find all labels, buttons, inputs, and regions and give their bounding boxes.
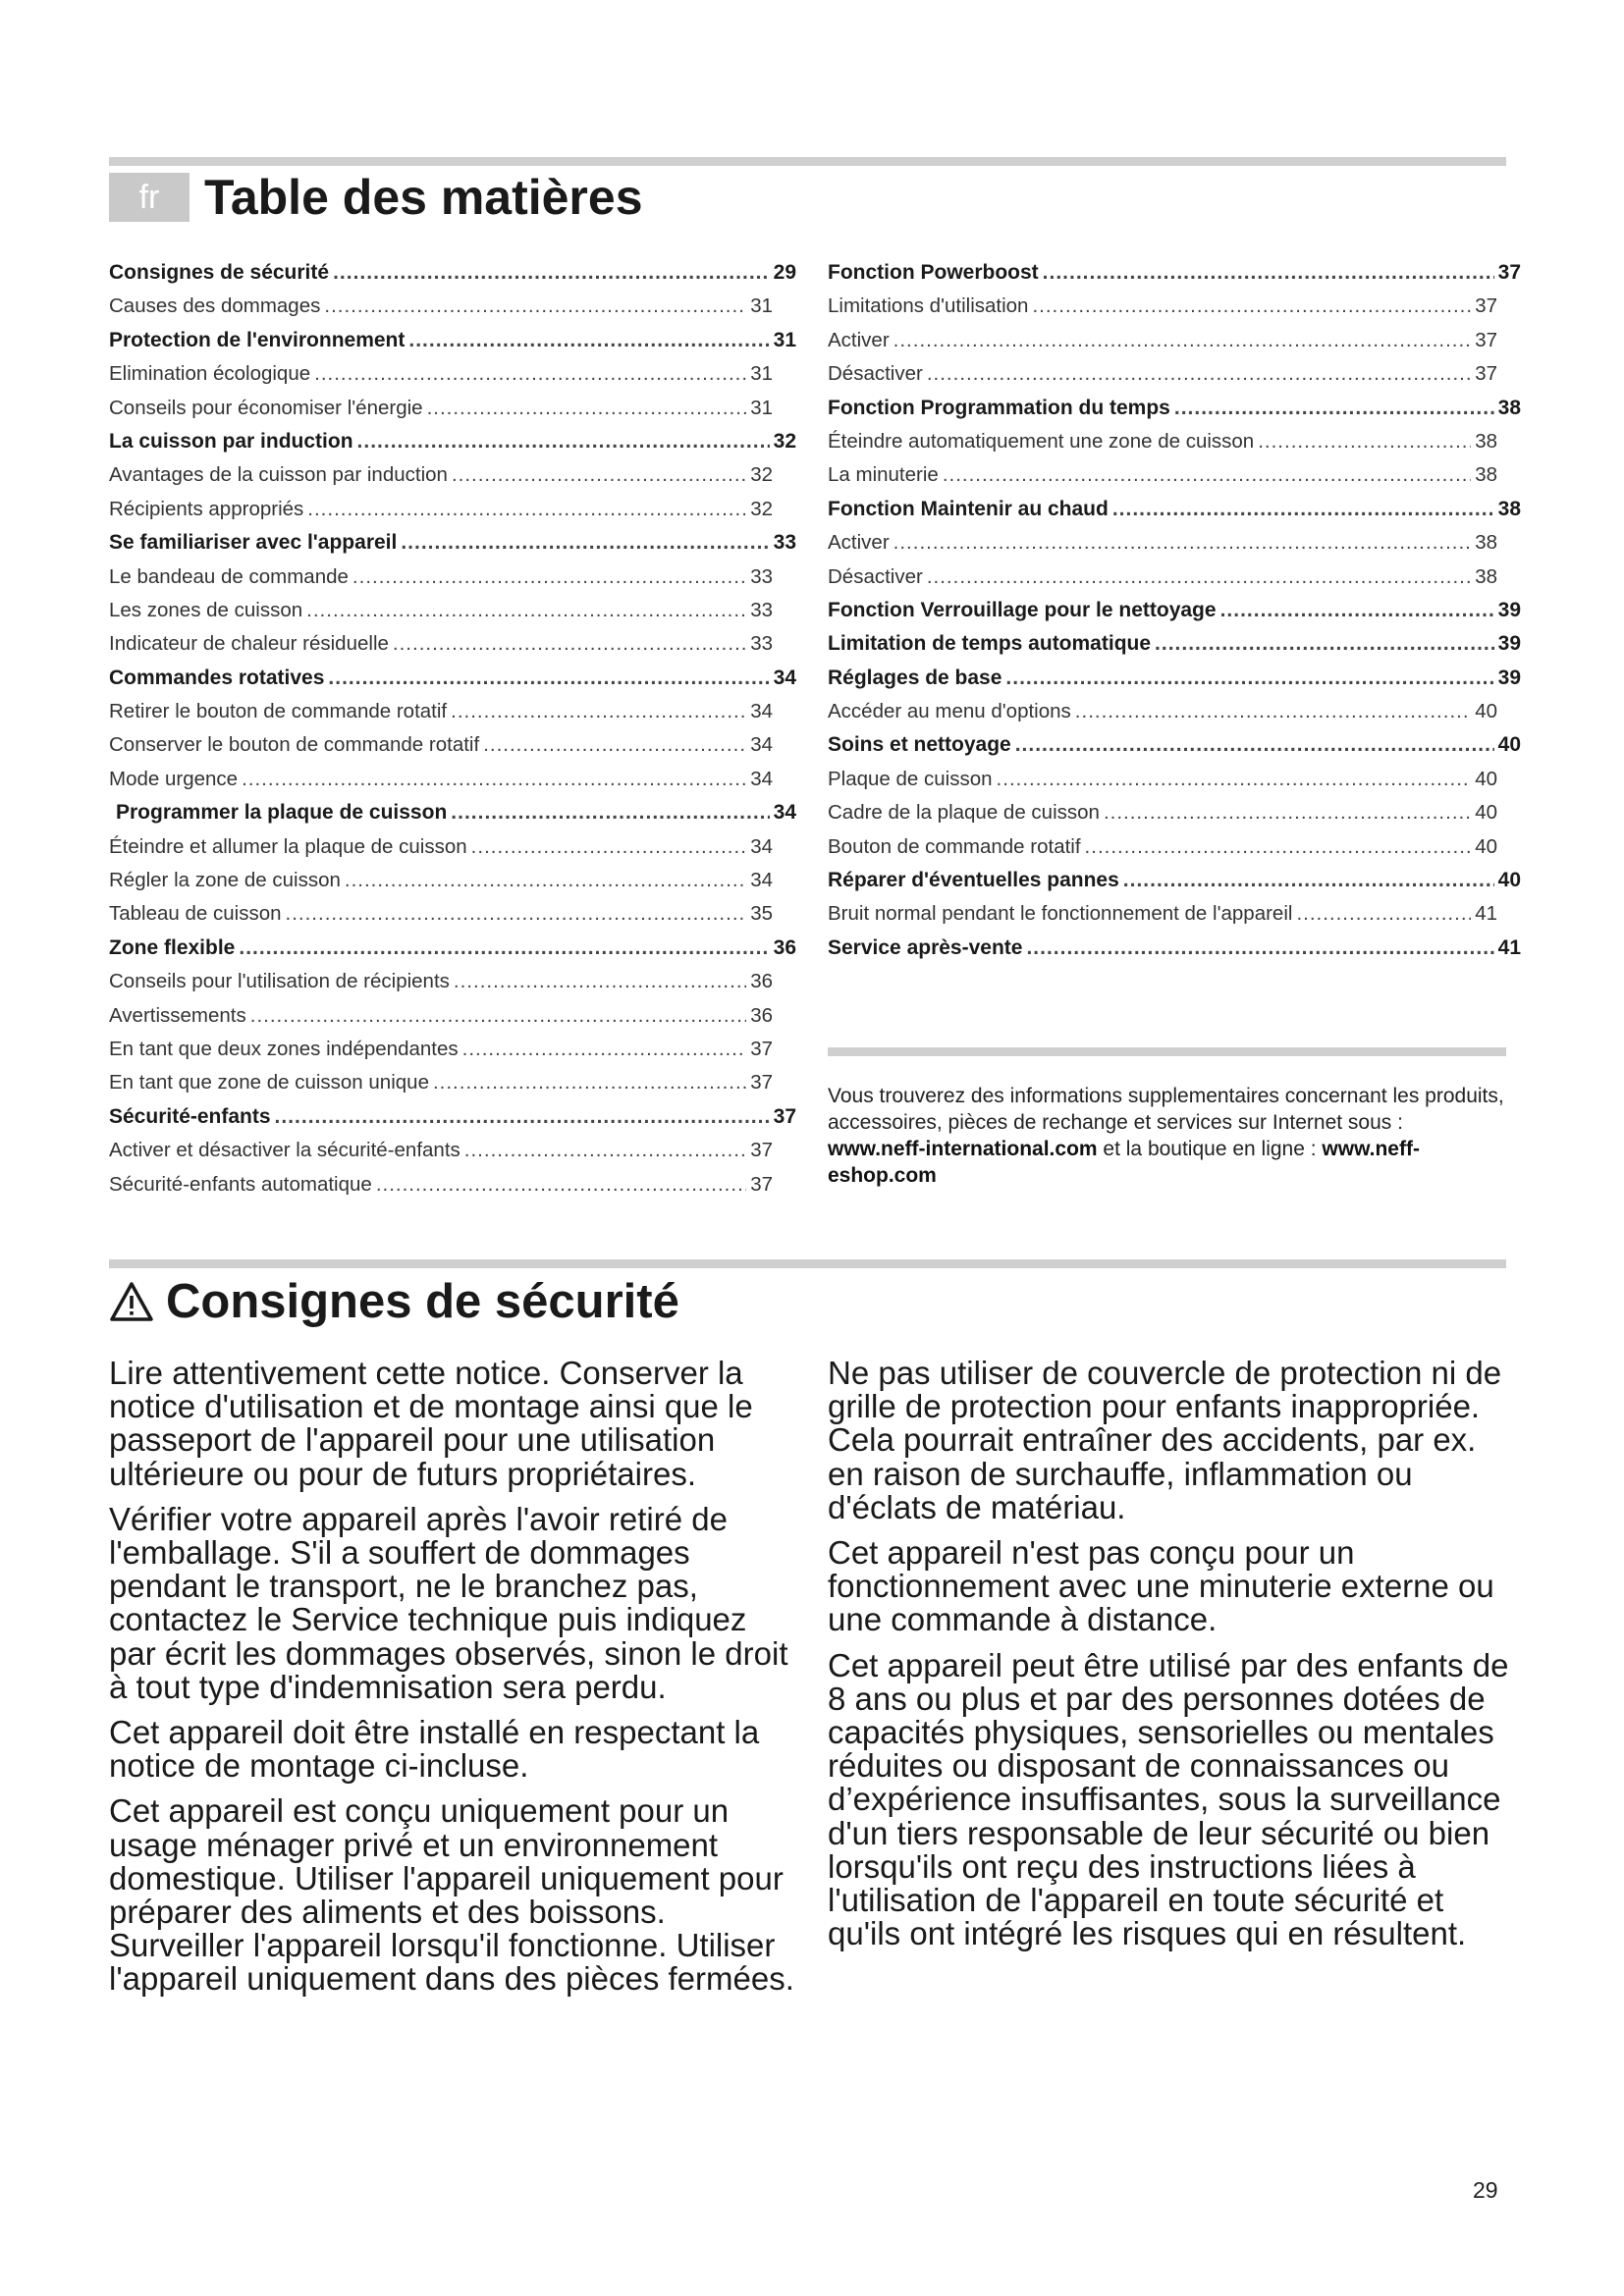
toc-entry-page: 29 [773, 261, 796, 284]
toc-entry-label: Avantages de la cuisson par induction [109, 463, 448, 487]
toc-entry[interactable] [109, 324, 796, 357]
toc-dot-leader [239, 932, 769, 965]
toc-entry-label: Zone flexible [109, 935, 236, 959]
toc-entry-label: Conseils pour économiser l'énergie [109, 396, 423, 419]
toc-entry-page: 41 [1497, 935, 1521, 959]
toc-entry-page: 37 [773, 1104, 796, 1128]
toc-dot-leader [454, 965, 746, 998]
toc-dot-leader [483, 728, 746, 762]
toc-dot-leader [1085, 830, 1472, 864]
toc-entry-page: 38 [1475, 463, 1497, 487]
toc-entry-page: 34 [773, 801, 796, 825]
toc-entry[interactable] [828, 324, 1521, 357]
toc-dot-leader [1155, 627, 1494, 661]
toc-entry-label: Commandes rotatives [109, 666, 325, 689]
toc-entry-page: 34 [750, 700, 773, 723]
toc-entry-page: 40 [1497, 733, 1521, 757]
toc-entry[interactable] [828, 392, 1521, 425]
toc-entry[interactable] [109, 965, 796, 998]
toc-entry-label: Programmer la plaque de cuisson [116, 801, 448, 825]
toc-entry-page: 39 [1497, 666, 1521, 689]
toc-entry-label: Activer [828, 531, 890, 555]
toc-dot-leader [393, 627, 746, 661]
toc-entry-page: 34 [750, 834, 773, 858]
toc-dot-leader [333, 256, 770, 290]
toc-entry-page: 31 [750, 396, 773, 419]
toc-entry-label: Fonction Powerboost [828, 261, 1039, 284]
toc-dot-leader [250, 999, 746, 1033]
toc-entry-page: 34 [750, 733, 773, 757]
toc-entry-page: 37 [1475, 362, 1497, 386]
toc-entry-label: Éteindre automatiquement une zone de cuisson [828, 429, 1255, 453]
toc-dot-leader [943, 458, 1471, 492]
toc-entry[interactable] [109, 1134, 796, 1167]
toc-dot-leader [893, 324, 1472, 357]
more-info-text [828, 1083, 1505, 1189]
toc-entry-page: 33 [773, 531, 796, 555]
toc-dot-leader [328, 662, 769, 695]
toc-dot-leader [408, 324, 769, 357]
toc-dot-leader [306, 594, 746, 627]
toc-entry-label: Mode urgence [109, 767, 239, 790]
toc-entry[interactable] [109, 1066, 796, 1099]
safety-heading [109, 1266, 679, 1337]
toc-entry-page: 38 [1475, 564, 1497, 588]
toc-entry-label: Conseils pour l'utilisation de récipients [109, 970, 450, 993]
toc-right-column [828, 256, 1521, 965]
toc-entry[interactable] [109, 594, 796, 627]
toc-entry-page: 31 [750, 294, 773, 318]
toc-entry-label: Elimination écologique [109, 362, 311, 386]
toc-entry-page: 32 [750, 463, 773, 487]
toc-entry[interactable] [828, 728, 1521, 762]
toc-entry[interactable] [109, 458, 796, 492]
toc-entry-page: 38 [1475, 531, 1497, 555]
toc-entry[interactable] [828, 864, 1521, 897]
neff-international-link[interactable]: www.neff-international.com [828, 1138, 1098, 1160]
toc-entry-page: 36 [750, 970, 773, 993]
toc-entry[interactable] [109, 728, 796, 762]
toc-dot-leader [452, 458, 746, 492]
toc-entry[interactable] [109, 256, 796, 290]
toc-entry-page: 31 [750, 362, 773, 386]
toc-entry-label: Bruit normal pendant le fonctionnement de l'appareil [828, 902, 1293, 926]
toc-dot-leader [451, 796, 769, 829]
toc-dot-leader [352, 561, 746, 594]
toc-dot-leader [893, 526, 1472, 560]
toc-entry-page: 37 [1497, 261, 1521, 284]
toc-dot-leader [286, 897, 747, 931]
toc-entry[interactable] [109, 290, 796, 323]
page-number: 29 [1473, 2177, 1498, 2203]
language-badge: fr [109, 173, 189, 222]
toc-entry-page: 31 [773, 328, 796, 351]
toc-entry-label: Service après-vente [828, 935, 1023, 959]
toc-entry[interactable] [828, 662, 1521, 695]
toc-entry-label: Consignes de sécurité [109, 261, 330, 284]
toc-entry[interactable] [828, 932, 1521, 965]
toc-entry-page: 37 [750, 1172, 773, 1196]
toc-dot-leader [376, 1168, 746, 1201]
info-text-start: Vous trouverez des informations supplementaires concernant les produits, accessoires, pièces de rechange et services sur Internet sous : [828, 1085, 1504, 1134]
safety-right-column [828, 1357, 1515, 1962]
toc-entry-label: Réparer d'éventuelles pannes [828, 869, 1119, 892]
toc-entry-page: 38 [1475, 429, 1497, 453]
toc-entry-label: En tant que deux zones indépendantes [109, 1037, 459, 1060]
toc-entry-page: 33 [750, 598, 773, 621]
toc-entry[interactable] [828, 594, 1521, 627]
toc-entry[interactable] [828, 830, 1521, 864]
toc-entry-label: Soins et nettoyage [828, 733, 1011, 757]
toc-entry[interactable] [109, 1033, 796, 1066]
toc-entry[interactable] [828, 897, 1521, 931]
toc-entry-label: Éteindre et allumer la plaque de cuisson [109, 834, 467, 858]
safety-paragraph: Cet appareil doit être installé en respectant la notice de montage ci-incluse. [109, 1714, 760, 1785]
toc-dot-leader [314, 357, 746, 391]
toc-entry-label: Plaque de cuisson [828, 767, 993, 790]
toc-dot-leader [1015, 728, 1494, 762]
toc-entry[interactable] [109, 999, 796, 1033]
toc-dot-leader [433, 1066, 746, 1099]
toc-entry-page: 36 [750, 1003, 773, 1027]
toc-entry-page: 37 [750, 1037, 773, 1060]
toc-entry-page: 40 [1497, 869, 1521, 892]
toc-entry-label: En tant que zone de cuisson unique [109, 1071, 429, 1095]
toc-dot-leader [401, 526, 769, 560]
safety-paragraph: Lire attentivement cette notice. Conserver la notice d'utilisation et de montage ainsi que le passeport de l'appareil pour une utilisation ultérieure ou pour de futurs propriétaires. [109, 1355, 753, 1492]
toc-entry[interactable] [109, 627, 796, 661]
toc-left-column [109, 256, 796, 1201]
toc-entry-label: Retirer le bouton de commande rotatif [109, 700, 448, 723]
toc-entry-label: Activer et désactiver la sécurité-enfants [109, 1139, 460, 1162]
toc-entry[interactable] [109, 830, 796, 864]
toc-dot-leader [462, 1033, 747, 1066]
toc-dot-leader [1075, 695, 1471, 728]
toc-entry-page: 37 [1475, 294, 1497, 318]
toc-entry-label: Récipients appropriés [109, 497, 304, 520]
toc-dot-leader [324, 290, 746, 323]
toc-entry[interactable] [828, 493, 1521, 526]
toc-entry-label: Tableau de cuisson [109, 902, 282, 926]
toc-entry[interactable] [828, 627, 1521, 661]
toc-entry[interactable] [828, 763, 1521, 796]
toc-entry[interactable] [109, 864, 796, 897]
toc-entry-label: Se familiariser avec l'appareil [109, 531, 398, 555]
toc-entry-label: Les zones de cuisson [109, 598, 303, 621]
toc-entry-label: Accéder au menu d'options [828, 700, 1071, 723]
toc-entry[interactable] [109, 1100, 796, 1134]
toc-dot-leader [927, 357, 1471, 391]
toc-entry-page: 37 [750, 1139, 773, 1162]
toc-entry-page: 33 [750, 632, 773, 656]
toc-entry-page: 40 [1475, 700, 1497, 723]
toc-entry-label: Sécurité-enfants [109, 1104, 271, 1128]
toc-entry[interactable] [109, 796, 796, 829]
warning-triangle-icon [109, 1281, 154, 1322]
toc-entry[interactable] [828, 357, 1521, 391]
toc-entry[interactable] [828, 561, 1521, 594]
toc-dot-leader [1112, 493, 1494, 526]
toc-entry-page: 40 [1475, 767, 1497, 790]
toc-entry-label: Conserver le bouton de commande rotatif [109, 733, 480, 757]
toc-dot-leader [242, 763, 746, 796]
toc-entry[interactable] [109, 932, 796, 965]
toc-entry[interactable] [109, 526, 796, 560]
toc-entry[interactable] [109, 662, 796, 695]
toc-entry-label: La cuisson par induction [109, 429, 353, 453]
toc-entry[interactable] [828, 256, 1521, 290]
info-text-middle: et la boutique en ligne : [1097, 1138, 1323, 1160]
toc-entry[interactable] [109, 763, 796, 796]
toc-dot-leader [357, 425, 770, 458]
toc-entry[interactable] [109, 425, 796, 458]
toc-entry-page: 34 [773, 666, 796, 689]
toc-entry-page: 32 [773, 429, 796, 453]
toc-entry[interactable] [109, 695, 796, 728]
toc-dot-leader [1123, 864, 1494, 897]
toc-entry-page: 40 [1475, 834, 1497, 858]
toc-entry-label: Indicateur de chaleur résiduelle [109, 632, 389, 656]
toc-entry-page: 39 [1497, 598, 1521, 621]
safety-left-column [109, 1357, 796, 2008]
toc-entry-page: 37 [750, 1071, 773, 1095]
toc-dot-leader [471, 830, 747, 864]
toc-entry[interactable] [828, 425, 1521, 458]
safety-title: Consignes de sécurité [166, 1275, 679, 1328]
toc-entry-label: Régler la zone de cuisson [109, 869, 341, 892]
safety-paragraph: Vérifier votre appareil après l'avoir retiré de l'emballage. S'il a souffert de dommages pendant le transport, ne le branchez pas, contactez le Service technique puis indiquez par écrit les dommages observés, sinon le droit à tout type d'indemnisation sera perdu. [109, 1500, 788, 1705]
toc-entry-label: Activer [828, 328, 890, 351]
toc-entry[interactable] [109, 357, 796, 391]
toc-entry-label: Désactiver [828, 564, 923, 588]
toc-entry[interactable] [109, 1168, 796, 1201]
toc-dot-leader [1220, 594, 1494, 627]
toc-entry[interactable] [109, 897, 796, 931]
toc-entry[interactable] [109, 493, 796, 526]
page-title: Table des matières [204, 170, 643, 225]
toc-entry[interactable] [828, 695, 1521, 728]
toc-entry-label: Réglages de base [828, 666, 1002, 689]
toc-entry[interactable] [109, 561, 796, 594]
toc-dot-leader [1104, 796, 1471, 829]
toc-entry-label: Bouton de commande rotatif [828, 834, 1081, 858]
toc-entry-page: 38 [1497, 497, 1521, 520]
toc-entry-label: Sécurité-enfants automatique [109, 1172, 372, 1196]
toc-dot-leader [997, 763, 1472, 796]
safety-paragraph: Cet appareil est conçu uniquement pour un usage ménager privé et un environnement domestique. Utiliser l'appareil uniquement pour préparer des aliments et des boissons. Surveiller l'appareil lorsqu'il fonctionne. Utiliser l'appareil uniquement dans des pièces fermées. [109, 1792, 794, 1998]
toc-entry-label: Limitations d'utilisation [828, 294, 1029, 318]
toc-entry[interactable] [828, 796, 1521, 829]
toc-dot-leader [451, 695, 746, 728]
toc-entry-page: 38 [1497, 396, 1521, 419]
toc-entry-page: 37 [1475, 328, 1497, 351]
toc-entry-label: Le bandeau de commande [109, 564, 349, 588]
toc-entry-label: Désactiver [828, 362, 923, 386]
toc-dot-leader [1026, 932, 1493, 965]
toc-dot-leader [1032, 290, 1471, 323]
toc-entry[interactable] [828, 458, 1521, 492]
toc-entry-page: 36 [773, 935, 796, 959]
toc-dot-leader [464, 1134, 746, 1167]
toc-dot-leader [275, 1100, 770, 1134]
toc-dot-leader [927, 561, 1471, 594]
toc-entry-label: Avertissements [109, 1003, 246, 1027]
toc-entry-page: 32 [750, 497, 773, 520]
toc-entry-page: 39 [1497, 632, 1521, 656]
toc-entry-label: Fonction Maintenir au chaud [828, 497, 1109, 520]
toc-entry[interactable] [828, 290, 1521, 323]
toc-entry-page: 35 [750, 902, 773, 926]
toc-entry-label: Fonction Verrouillage pour le nettoyage [828, 598, 1217, 621]
toc-entry[interactable] [828, 526, 1521, 560]
toc-dot-leader [427, 392, 747, 425]
toc-dot-leader [1296, 897, 1471, 931]
toc-entry[interactable] [109, 392, 796, 425]
safety-paragraph: Cet appareil peut être utilisé par des enfants de 8 ans ou plus et par des personnes dotées de capacités physiques, sensorielles ou mentales réduites ou disposant de connaissances ou d’expérience insuffisantes, sous la surveillance d'un tiers responsable de leur sécurité ou bien lorsqu'ils ont reçu des instructions liées à l'utilisation de l'appareil en toute sécurité et qu'ils ont intégré les risques qui en résultent. [828, 1646, 1509, 1952]
safety-paragraph: Ne pas utiliser de couvercle de protection ni de grille de protection pour enfants inappropriée. Cela pourrait entraîner des accidents, par ex. en raison de surchauffe, inflammation ou d'éclats de matériau. [828, 1355, 1502, 1525]
toc-entry-label: Causes des dommages [109, 294, 321, 318]
toc-entry-label: Protection de l'environnement [109, 328, 406, 351]
toc-entry-page: 34 [750, 767, 773, 790]
toc-dot-leader [307, 493, 746, 526]
toc-entry-page: 41 [1475, 902, 1497, 926]
toc-entry-label: Limitation de temps automatique [828, 632, 1152, 656]
toc-dot-leader [1005, 662, 1493, 695]
info-divider [828, 1047, 1506, 1056]
toc-dot-leader [1174, 392, 1494, 425]
toc-dot-leader [345, 864, 746, 897]
toc-entry-page: 33 [750, 564, 773, 588]
safety-paragraph: Cet appareil n'est pas conçu pour un fonctionnement avec une minuterie externe ou une commande à distance. [828, 1534, 1494, 1638]
toc-entry-label: Fonction Programmation du temps [828, 396, 1170, 419]
toc-entry-label: Cadre de la plaque de cuisson [828, 801, 1100, 825]
toc-entry-label: La minuterie [828, 463, 939, 487]
toc-dot-leader [1258, 425, 1471, 458]
toc-dot-leader [1043, 256, 1494, 290]
toc-entry-page: 40 [1475, 801, 1497, 825]
neff-eshop-link[interactable]: www.neff-eshop.com [828, 1138, 1420, 1187]
toc-entry-page: 34 [750, 869, 773, 892]
